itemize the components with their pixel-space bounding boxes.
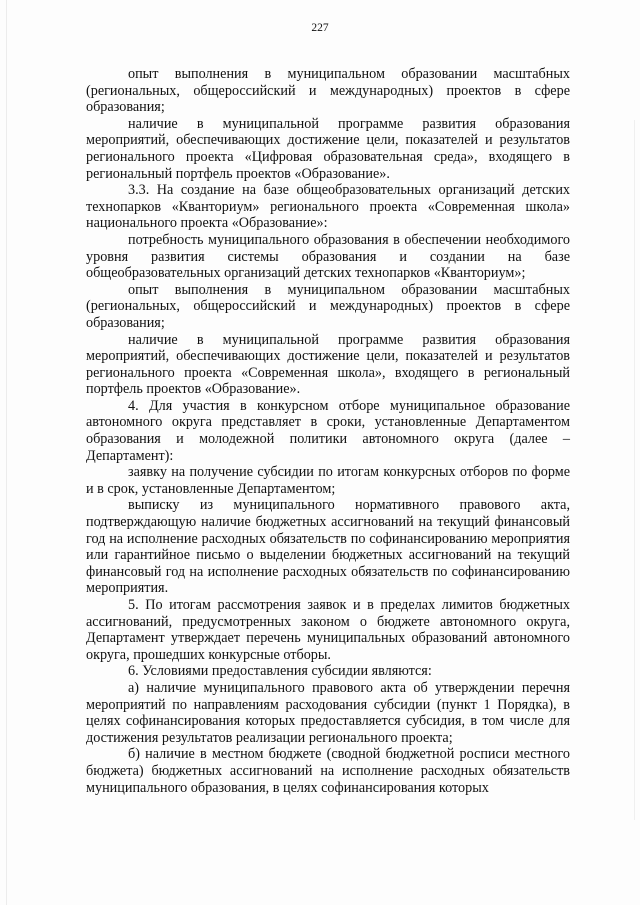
- scan-edge-line: [634, 120, 635, 820]
- paragraph-program-school: наличие в муниципальной программе развития образования мероприятий, обеспечивающих достижение цели, показателей и результатов регионального проекта «Современная школа», входящего в региональный портфель проектов «Образование».: [86, 331, 570, 398]
- paragraph-application: заявку на получение субсидии по итогам конкурсных отборов по форме и в срок, установленные Департаментом;: [86, 464, 570, 497]
- paragraph-condition-b: б) наличие в местном бюджете (сводной бюджетной росписи местного бюджета) бюджетных ассигнований на исполнение расходных обязательств муниципального образования, в целях софинансирования которых: [86, 746, 570, 796]
- paragraph-experience-1: опыт выполнения в муниципальном образовании масштабных (региональных, общероссийский и международных) проектов в сфере образования;: [86, 66, 570, 116]
- paragraph-experience-2: опыт выполнения в муниципальном образовании масштабных (региональных, общероссийский и международных) проектов в сфере образования;: [86, 281, 570, 331]
- paragraph-section-6: 6. Условиями предоставления субсидии являются:: [128, 663, 432, 680]
- paragraph-need: потребность муниципального образования в обеспечении необходимого уровня развития системы образования и создании на базе общеобразовательных организаций детских технопарков «Кванториум»;: [86, 231, 570, 282]
- document-body: [86, 66, 570, 796]
- paragraph-section-3-3: 3.3. На создание на базе общеобразовательных организаций детских технопарков «Кванториум» регионального проекта «Современная школа» национального проекта «Образование»:: [86, 182, 570, 232]
- paragraph-section-5: 5. По итогам рассмотрения заявок и в пределах лимитов бюджетных ассигнований, предусмотренных законом о бюджете автономного округа, Департамент утверждает перечень муниципальных образований автономного округа, прошедших конкурсные отборы.: [86, 597, 570, 663]
- paragraph-program-digital: наличие в муниципальной программе развития образования мероприятий, обеспечивающих достижение цели, показателей и результатов регионального проекта «Цифровая образовательная среда», входящего в региональный портфель проектов «Образование».: [86, 115, 570, 182]
- paragraph-condition-a: а) наличие муниципального правового акта об утверждении перечня мероприятий по направлениям расходования субсидии (пункт 1 Порядка), в целях софинансирования которых предоставляется субсидия, в том числе для достижения результатов реализации регионального проекта;: [86, 679, 570, 746]
- scan-edge-line: [6, 0, 7, 905]
- paragraph-extract: выписку из муниципального нормативного правового акта, подтверждающую наличие бюджетных ассигнований на текущий финансовый год на исполнение расходных обязательств по софинансированию мероприятия или гарантийное письмо о выделении бюджетных ассигнований на текущий финансовый год на исполнение расходных обязательств по софинансированию мероприятия.: [86, 497, 570, 597]
- paragraph-section-4: 4. Для участия в конкурсном отборе муниципальное образование автономного округа представляет в сроки, установленные Департаментом образования и молодежной политики автономного округа (далее – Департамент):: [86, 397, 570, 464]
- page-number: 227: [311, 22, 329, 34]
